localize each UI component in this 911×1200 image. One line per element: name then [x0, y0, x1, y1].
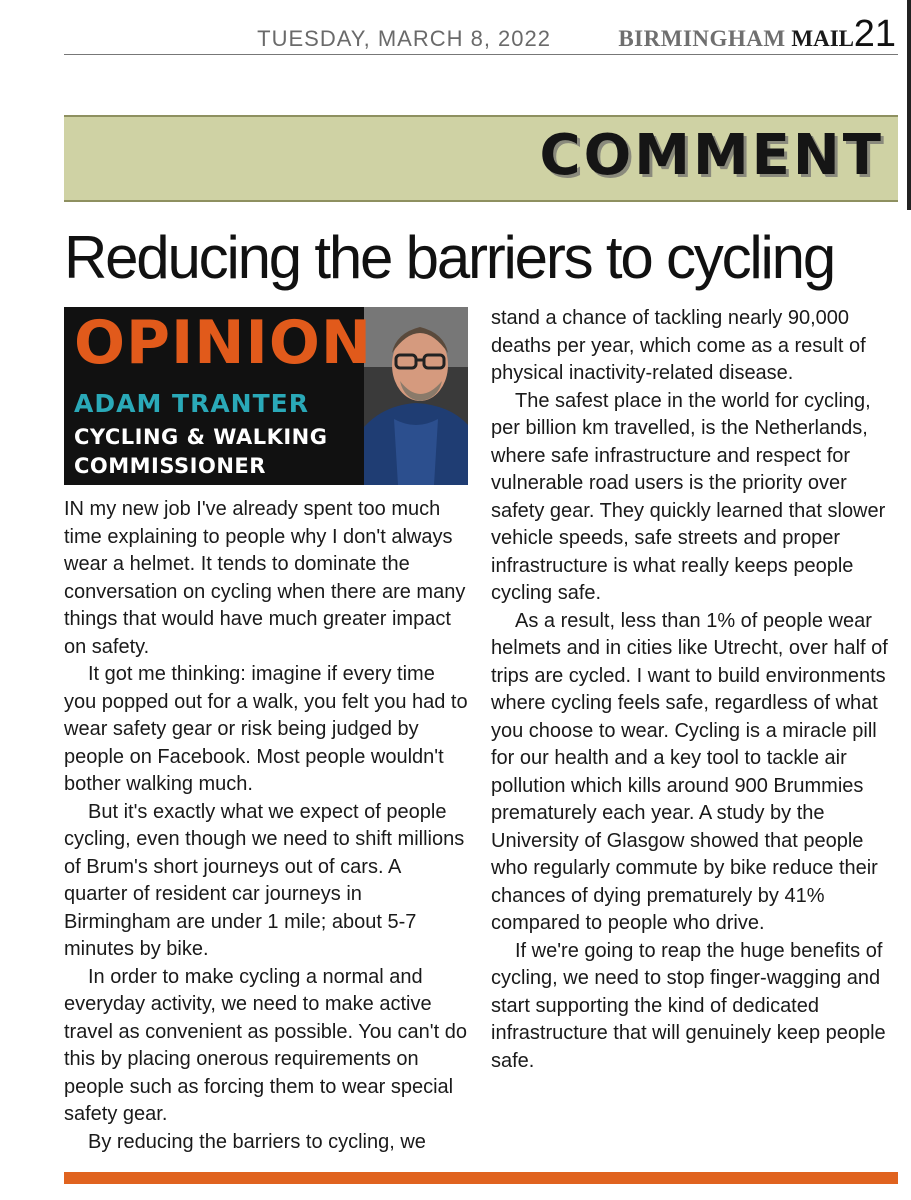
masthead-rule [64, 54, 898, 55]
headline: Reducing the barriers to cycling [64, 224, 835, 291]
author-title-line1: CYCLING & WALKING [74, 425, 328, 449]
article-paragraph: If we're going to reap the huge benefits of cycling, we need to stop finger-wagging and start supporting the kind of dedicated infrastructure that will genuinely keep people safe. [491, 939, 886, 1072]
opinion-kicker: OPINION [74, 308, 373, 378]
author-name: ADAM TRANTER [74, 389, 309, 418]
page-edge-bar [907, 0, 911, 210]
article-paragraph: The safest place in the world for cycling, per billion km travelled, is the Netherlands, where safe infrastructure and respect for vulnerable road users is the priority over safety gear. They quickly learned that slower vehicle speeds, safe streets and proper infrastructure is what really keeps people cycling safe. [491, 389, 886, 604]
brand-mail: MAIL [791, 26, 854, 51]
newspaper-brand [618, 26, 854, 52]
article-column-right [491, 305, 901, 1075]
article-paragraph: It got me thinking: imagine if every time you popped out for a walk, you felt you had to wear safety gear or risk being judged by people on Facebook. Most people wouldn't bother walking much. [64, 663, 468, 795]
section-banner [64, 115, 898, 202]
page-number: 21 [853, 13, 896, 55]
author-title-line2: COMMISSIONER [74, 454, 266, 478]
article-paragraph: stand a chance of tackling nearly 90,000 deaths per year, which come as a result of physical inactivity-related disease. [491, 307, 866, 384]
section-label: COMMENT [539, 123, 884, 188]
brand-birmingham: BIRMINGHAM [618, 26, 786, 51]
author-portrait-icon [364, 307, 468, 485]
article-paragraph: IN my new job I've already spent too much time explaining to people why I don't always wear a helmet. It tends to dominate the conversation on cycling when there are many things that would have much greater impact on safety. [64, 498, 466, 658]
footer-accent-bar [64, 1172, 898, 1184]
masthead [64, 14, 896, 54]
article-paragraph: As a result, less than 1% of people wear helmets and in cities like Utrecht, over half of trips are cycled. I want to build environments where cycling feels safe, regardless of what you choose to wear. Cycling is a miracle pill for our health and a key tool to tackle air pollution which kills around 900 Brummies prematurely each year. A study by the University of Glasgow showed that people who regularly commute by bike reduce their chances of dying prematurely by 41% compared to people who drive. [491, 609, 888, 934]
article-paragraph: By reducing the barriers to cycling, we [88, 1130, 426, 1153]
dateline: TUESDAY, MARCH 8, 2022 [257, 26, 551, 51]
article-paragraph: In order to make cycling a normal and everyday activity, we need to make active travel as convenient as possible. You can't do this by placing onerous requirements on people such as forcing them to wear special safety gear. [64, 965, 467, 1125]
opinion-byline-box [64, 307, 468, 485]
article-paragraph: But it's exactly what we expect of people cycling, even though we need to shift millions of Brum's short journeys out of cars. A quarter of resident car journeys in Birmingham are under 1 mile; about 5-7 minutes by bike. [64, 800, 465, 960]
article-column-left [64, 496, 468, 1156]
